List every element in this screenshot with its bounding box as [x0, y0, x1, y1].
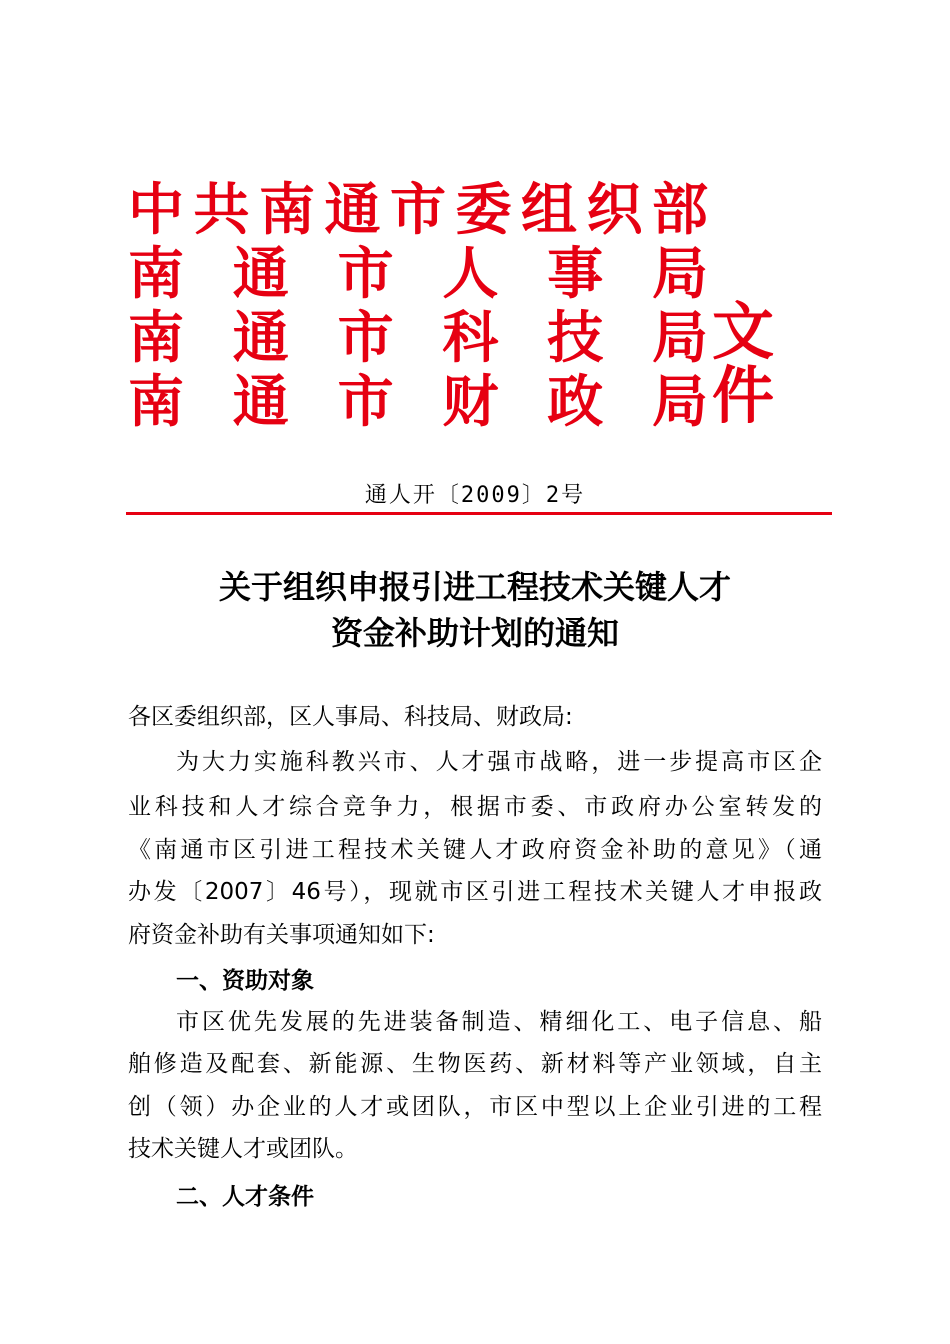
- masthead-char: 局: [651, 305, 708, 371]
- masthead-char: 局: [651, 369, 708, 435]
- masthead-char: 南: [128, 369, 184, 435]
- masthead-line-4: [128, 370, 708, 434]
- masthead-char: 共: [193, 177, 250, 243]
- masthead: [128, 178, 708, 434]
- masthead-char: 南: [128, 305, 184, 371]
- document-number: 通人开〔2009〕2号: [364, 483, 586, 508]
- paragraph-line: 业科技和人才综合竞争力，根据市委、市政府办公室转发的: [128, 794, 822, 820]
- paragraph-line: 舶修造及配套、新能源、生物医药、新材料等产业领域，自主: [128, 1051, 822, 1077]
- paragraph-line: 府资金补助有关事项通知如下:: [128, 922, 435, 948]
- paragraph-line: 市区优先发展的先进装备制造、精细化工、电子信息、船: [176, 1009, 822, 1035]
- masthead-char: 部: [652, 177, 708, 243]
- masthead-char: 委: [455, 177, 512, 243]
- masthead-char: 技: [547, 305, 604, 371]
- masthead-line-2: [128, 242, 708, 306]
- masthead-char: 科: [442, 305, 499, 371]
- masthead-char: 织: [586, 177, 643, 243]
- paragraph-line: 为大力实施科教兴市、人才强市战略，进一步提高市区企: [176, 749, 822, 775]
- masthead-char: 事: [547, 241, 604, 307]
- masthead-char: 中: [128, 177, 184, 243]
- masthead-char: 市: [337, 241, 394, 307]
- masthead-char: 人: [442, 241, 499, 307]
- masthead-line-3: [128, 306, 708, 370]
- masthead-char: 市: [390, 177, 446, 243]
- salutation: 各区委组织部，区人事局、科技局、财政局:: [128, 704, 573, 730]
- section-heading-2: 二、人才条件: [176, 1184, 314, 1210]
- masthead-char: 市: [337, 305, 394, 371]
- document-title-line-1: 关于组织申报引进工程技术关键人才: [218, 568, 731, 606]
- paragraph-line: 技术关键人才或团队。: [128, 1136, 358, 1162]
- masthead-char: 财: [442, 369, 499, 435]
- masthead-line-1: [128, 178, 708, 242]
- masthead-wen-mark: 文件: [712, 295, 775, 432]
- masthead-char: 组: [521, 177, 577, 243]
- paragraph-line: 办发〔2007〕46号），现就市区引进工程技术关键人才申报政: [128, 879, 822, 905]
- masthead-char: 通: [324, 177, 381, 243]
- masthead-char: 通: [232, 241, 289, 307]
- paragraph-line: 《南通市区引进工程技术关键人才政府资金补助的意见》（通: [128, 837, 822, 863]
- masthead-char: 通: [232, 305, 289, 371]
- paragraph-line: 创（领）办企业的人才或团队，市区中型以上企业引进的工程: [128, 1094, 822, 1120]
- masthead-char: 南: [128, 241, 184, 307]
- red-divider: [126, 512, 832, 515]
- masthead-char: 南: [259, 177, 315, 243]
- document-title-line-2: 资金补助计划的通知: [330, 614, 619, 652]
- masthead-char: 政: [547, 369, 604, 435]
- masthead-char: 局: [651, 241, 708, 307]
- masthead-char: 市: [337, 369, 394, 435]
- section-heading-1: 一、资助对象: [176, 968, 314, 994]
- masthead-char: 通: [232, 369, 289, 435]
